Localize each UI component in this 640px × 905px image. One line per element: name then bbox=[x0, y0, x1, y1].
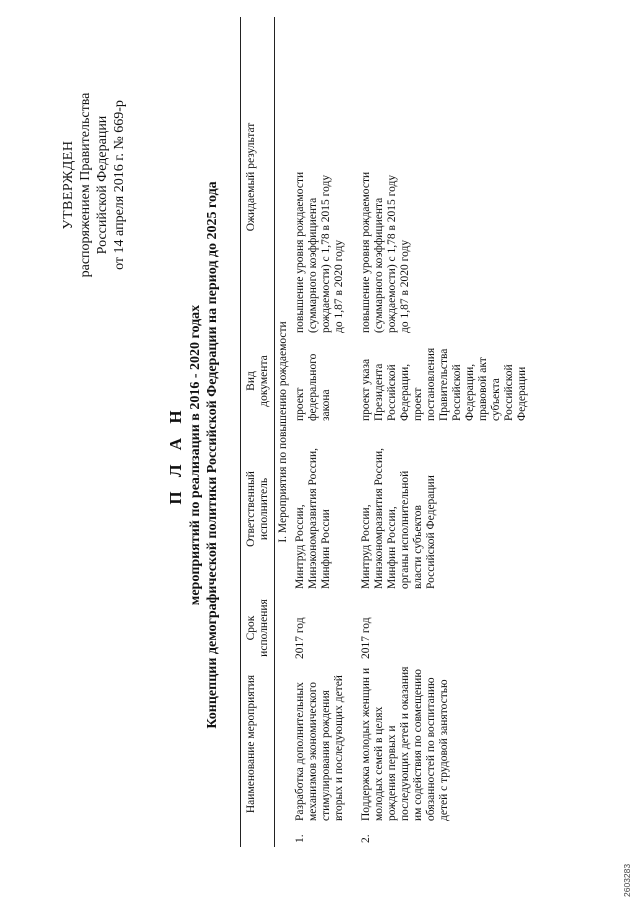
cell-line: молодых семей в целях bbox=[373, 706, 385, 821]
cell-line: Российской bbox=[451, 364, 463, 421]
cell-line: Российской bbox=[386, 364, 398, 421]
cell-line: проект указа bbox=[360, 358, 372, 421]
row-result bbox=[348, 17, 531, 337]
row-doc-type bbox=[292, 337, 348, 425]
row-number: 2. bbox=[360, 834, 372, 843]
cell-line: до 1,87 в 2020 году bbox=[333, 239, 345, 333]
table-row bbox=[292, 17, 348, 847]
header-doc-type bbox=[241, 337, 275, 425]
approval-line: Российской Федерации bbox=[95, 115, 110, 255]
table-header-row bbox=[241, 17, 275, 847]
cell-line: проект bbox=[412, 387, 424, 421]
section-row bbox=[275, 17, 293, 847]
header-responsible bbox=[241, 425, 275, 593]
title-line: Концепции демографической политики Российской Федерации на период до 2025 года bbox=[205, 181, 220, 729]
cell-line: Минфин России bbox=[320, 509, 332, 589]
cell-line: закона bbox=[320, 389, 332, 421]
cell-line: повышение уровня рождаемости bbox=[360, 171, 372, 333]
cell-line: федерального bbox=[307, 353, 319, 421]
cell-line: Минтруд России, bbox=[294, 504, 306, 589]
cell-line: стимулирования рождения bbox=[320, 690, 332, 821]
row-result bbox=[292, 17, 348, 337]
cell-line: Российской bbox=[503, 364, 515, 421]
cell-line: органы исполнительной bbox=[399, 470, 411, 589]
cell-line: постановления bbox=[425, 347, 437, 421]
cell-line: последующих детей и оказания bbox=[399, 666, 411, 821]
header-responsible-line: исполнитель bbox=[258, 477, 270, 541]
header-term bbox=[241, 593, 275, 663]
cell-line: Федерации bbox=[516, 366, 528, 421]
cell-line: (суммарного коэффициента bbox=[373, 197, 385, 333]
header-term-line: исполнения bbox=[258, 599, 270, 657]
cell-line: обязанностей по воспитанию bbox=[425, 677, 437, 821]
cell-line: Минэкономразвития России, bbox=[373, 447, 385, 589]
cell-line: правовой акт bbox=[477, 357, 489, 421]
cell-line: Российской Федерации bbox=[425, 475, 437, 589]
cell-line: Правительства bbox=[438, 348, 450, 421]
row-number: 1. bbox=[294, 834, 306, 843]
approval-stamp bbox=[60, 25, 128, 345]
cell-line: вторых и последующих детей bbox=[333, 675, 345, 821]
cell-line: Минфин России, bbox=[386, 506, 398, 589]
header-term-line: Срок bbox=[245, 615, 257, 641]
header-name: Наименование мероприятия bbox=[241, 663, 275, 825]
cell-line: (суммарного коэффициента bbox=[307, 197, 319, 333]
row-responsible bbox=[292, 425, 348, 593]
plan-table bbox=[240, 17, 531, 847]
cell-line: Минтруд России, bbox=[360, 504, 372, 589]
cell-line: Президента bbox=[373, 363, 385, 421]
cell-line: детей с трудовой занятостью bbox=[438, 679, 450, 821]
plan-heading: П Л А Н bbox=[166, 405, 185, 505]
row-name bbox=[292, 663, 348, 825]
title-line: мероприятий по реализации в 2016 - 2020 годах bbox=[188, 304, 203, 606]
cell-line: Федерации, bbox=[399, 363, 411, 421]
header-result: Ожидаемый результат bbox=[241, 17, 275, 337]
cell-line: власти субъектов bbox=[412, 505, 424, 589]
row-term: 2017 год bbox=[360, 617, 372, 659]
document-id: 2603283 bbox=[622, 863, 632, 897]
document-title bbox=[165, 95, 221, 815]
cell-line: субъекта bbox=[490, 378, 502, 421]
header-num bbox=[241, 825, 275, 847]
row-doc-type bbox=[348, 337, 531, 425]
header-doc-type-line: документа bbox=[258, 355, 270, 407]
cell-line: до 1,87 в 2020 году bbox=[399, 239, 411, 333]
header-doc-type-line: Вид bbox=[245, 371, 257, 391]
approval-heading: УТВЕРЖДЕН bbox=[61, 140, 76, 230]
section-title: I. Мероприятия по повышению рождаемости bbox=[277, 321, 289, 543]
cell-line: механизмов экономического bbox=[307, 682, 319, 821]
cell-line: Поддержка молодых женщин и bbox=[360, 667, 372, 821]
row-name bbox=[348, 663, 531, 825]
row-responsible bbox=[348, 425, 531, 593]
approval-line: распоряжением Правительства bbox=[78, 92, 93, 278]
row-term: 2017 год bbox=[294, 617, 306, 659]
cell-line: проект bbox=[294, 387, 306, 421]
cell-line: рождения первых и bbox=[386, 725, 398, 821]
cell-line: им содействия по совмещению bbox=[412, 669, 424, 821]
cell-line: рождаемости) с 1,78 в 2015 году bbox=[320, 174, 332, 333]
table-row bbox=[348, 17, 531, 847]
approval-line: от 14 апреля 2016 г. № 669-р bbox=[112, 100, 127, 270]
cell-line: Федерации, bbox=[464, 363, 476, 421]
cell-line: повышение уровня рождаемости bbox=[294, 171, 306, 333]
cell-line: рождаемости) с 1,78 в 2015 году bbox=[386, 174, 398, 333]
cell-line: Минэкономразвития России, bbox=[307, 447, 319, 589]
header-responsible-line: Ответственный bbox=[245, 471, 257, 547]
cell-line: Разработка дополнительных bbox=[294, 682, 306, 821]
